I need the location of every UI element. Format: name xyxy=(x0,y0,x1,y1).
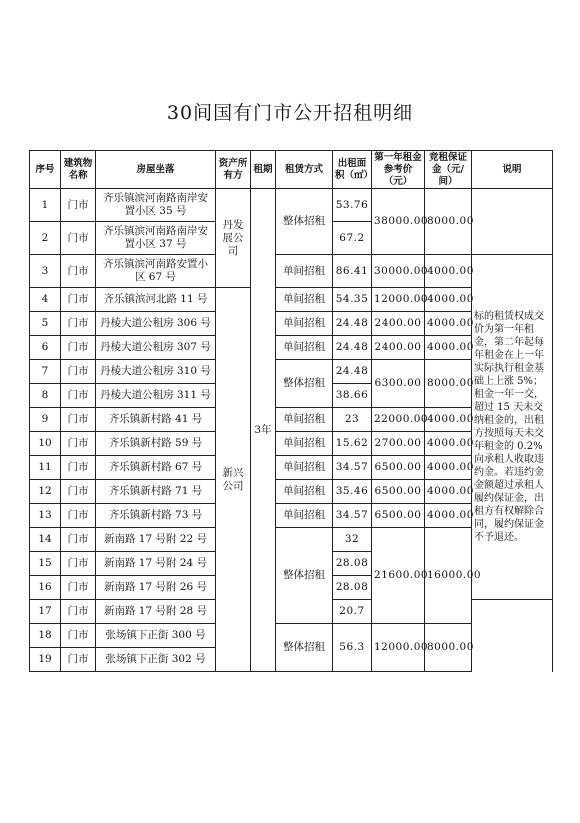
cell-note: 标的租赁权成交价为第一年租金，第二年起每年租金在上一年实际执行租金基础上上涨 5%；租金一年一交，超过 15 天未交纳租金的，出租方按照每天未交年租金的 0.2%向承租人收取违约金。若违约金金额超过承租人履约保证金，出租方有权解除合同，履约保证金不予退还。 xyxy=(472,255,553,600)
cell-addr: 新南路 17 号附 28 号 xyxy=(96,600,216,624)
cell-rent: 21600.00 xyxy=(372,528,425,624)
cell-area: 54.35 xyxy=(333,288,372,312)
cell-no: 14 xyxy=(30,528,61,552)
header-addr: 房屋坐落 xyxy=(96,151,216,189)
cell-area: 53.76 xyxy=(333,189,372,222)
cell-no: 5 xyxy=(30,312,61,336)
cell-addr: 齐乐镇滨河南路安置小区 67 号 xyxy=(96,255,216,288)
cell-rent: 6300.00 xyxy=(372,360,425,408)
cell-area: 28.08 xyxy=(333,552,372,576)
cell-deposit: 8000.00 xyxy=(425,624,472,672)
header-term: 租期 xyxy=(251,151,276,189)
cell-type: 门市 xyxy=(61,408,96,432)
rental-table xyxy=(29,150,553,672)
cell-addr: 丹棱大道公租房 307 号 xyxy=(96,336,216,360)
cell-type: 门市 xyxy=(61,255,96,288)
cell-type: 门市 xyxy=(61,312,96,336)
cell-deposit: 4000.00 xyxy=(425,336,472,360)
cell-type: 门市 xyxy=(61,360,96,384)
cell-deposit: 4000.00 xyxy=(425,288,472,312)
page-title: 30间国有门市公开招租明细 xyxy=(166,102,414,124)
cell-no: 2 xyxy=(30,222,61,255)
cell-addr: 齐乐镇新村路 71 号 xyxy=(96,480,216,504)
cell-mode: 整体招租 xyxy=(276,189,333,255)
cell-no: 18 xyxy=(30,624,61,648)
cell-type: 门市 xyxy=(61,456,96,480)
cell-note-blank xyxy=(472,189,553,255)
cell-rent: 38000.00 xyxy=(372,189,425,255)
table-row xyxy=(30,255,553,288)
cell-no: 7 xyxy=(30,360,61,384)
cell-deposit: 4000.00 xyxy=(425,432,472,456)
cell-rent: 6500.00 xyxy=(372,456,425,480)
cell-area: 15.62 xyxy=(333,432,372,456)
cell-type: 门市 xyxy=(61,288,96,312)
header-note: 说明 xyxy=(472,151,553,189)
cell-addr: 丹棱大道公租房 311 号 xyxy=(96,384,216,408)
header-area: 出租面积（㎡） xyxy=(333,151,372,189)
cell-addr: 齐乐镇新村路 67 号 xyxy=(96,456,216,480)
header-deposit: 竞租保证金（元/间） xyxy=(425,151,472,189)
cell-area: 34.57 xyxy=(333,456,372,480)
cell-deposit: 4000.00 xyxy=(425,312,472,336)
cell-area: 86.41 xyxy=(333,255,372,288)
cell-owner: 新兴公司 xyxy=(216,288,251,672)
cell-mode: 整体招租 xyxy=(276,360,333,408)
cell-owner: 丹发展公司 xyxy=(216,189,251,288)
cell-area: 67.2 xyxy=(333,222,372,255)
cell-no: 16 xyxy=(30,576,61,600)
cell-addr: 张场镇下正街 300 号 xyxy=(96,624,216,648)
cell-rent: 2700.00 xyxy=(372,432,425,456)
cell-area: 35.46 xyxy=(333,480,372,504)
cell-rent: 2400.00 xyxy=(372,312,425,336)
header-no: 序号 xyxy=(30,151,61,189)
cell-no: 11 xyxy=(30,456,61,480)
cell-deposit: 4000.00 xyxy=(425,504,472,528)
cell-deposit: 4000.00 xyxy=(425,408,472,432)
cell-mode: 单间招租 xyxy=(276,408,333,432)
cell-addr: 齐乐镇新村路 59 号 xyxy=(96,432,216,456)
cell-area: 23 xyxy=(333,408,372,432)
cell-mode: 单间招租 xyxy=(276,504,333,528)
cell-deposit: 16000.00 xyxy=(425,528,472,624)
cell-no: 10 xyxy=(30,432,61,456)
cell-addr: 齐乐镇新村路 73 号 xyxy=(96,504,216,528)
cell-no: 12 xyxy=(30,480,61,504)
cell-no: 8 xyxy=(30,384,61,408)
cell-type: 门市 xyxy=(61,222,96,255)
cell-mode: 单间招租 xyxy=(276,432,333,456)
cell-type: 门市 xyxy=(61,504,96,528)
cell-rent: 12000.00 xyxy=(372,624,425,672)
cell-area: 34.57 xyxy=(333,504,372,528)
table-row xyxy=(30,189,553,222)
cell-no: 1 xyxy=(30,189,61,222)
cell-deposit: 4000.00 xyxy=(425,456,472,480)
cell-area: 24.48 xyxy=(333,360,372,384)
cell-mode: 单间招租 xyxy=(276,336,333,360)
cell-no: 19 xyxy=(30,648,61,672)
cell-type: 门市 xyxy=(61,384,96,408)
table-row xyxy=(30,624,553,648)
cell-area: 32 xyxy=(333,528,372,552)
cell-addr: 新南路 17 号附 26 号 xyxy=(96,576,216,600)
cell-addr: 齐乐镇滨河南路南岸安置小区 35 号 xyxy=(96,189,216,222)
cell-type: 门市 xyxy=(61,552,96,576)
table-header xyxy=(30,151,553,189)
cell-type: 门市 xyxy=(61,624,96,648)
cell-no: 15 xyxy=(30,552,61,576)
cell-rent: 2400.00 xyxy=(372,336,425,360)
cell-no: 9 xyxy=(30,408,61,432)
cell-type: 门市 xyxy=(61,432,96,456)
cell-rent: 12000.00 xyxy=(372,288,425,312)
cell-mode: 整体招租 xyxy=(276,624,333,672)
header-rent: 第一年租金参考价（元） xyxy=(372,151,425,189)
cell-addr: 新南路 17 号附 22 号 xyxy=(96,528,216,552)
cell-term: 3年 xyxy=(251,189,276,672)
cell-mode: 单间招租 xyxy=(276,255,333,288)
cell-type: 门市 xyxy=(61,528,96,552)
cell-addr: 齐乐镇滨河南路南岸安置小区 37 号 xyxy=(96,222,216,255)
cell-mode: 整体招租 xyxy=(276,528,333,624)
cell-addr: 丹棱大道公租房 306 号 xyxy=(96,312,216,336)
cell-area: 56.3 xyxy=(333,624,372,672)
cell-no: 4 xyxy=(30,288,61,312)
cell-rent: 30000.00 xyxy=(372,255,425,288)
header-mode: 租赁方式 xyxy=(276,151,333,189)
cell-deposit: 4000.00 xyxy=(425,255,472,288)
cell-no: 6 xyxy=(30,336,61,360)
cell-addr: 丹棱大道公租房 310 号 xyxy=(96,360,216,384)
cell-area: 24.48 xyxy=(333,312,372,336)
header-owner: 资产所有方 xyxy=(216,151,251,189)
cell-area: 28.08 xyxy=(333,576,372,600)
cell-addr: 齐乐镇新村路 41 号 xyxy=(96,408,216,432)
cell-addr: 新南路 17 号附 24 号 xyxy=(96,552,216,576)
cell-area: 24.48 xyxy=(333,336,372,360)
cell-mode: 单间招租 xyxy=(276,288,333,312)
cell-type: 门市 xyxy=(61,336,96,360)
cell-addr: 齐乐镇滨河北路 11 号 xyxy=(96,288,216,312)
cell-area: 20.7 xyxy=(333,600,372,624)
cell-no: 13 xyxy=(30,504,61,528)
cell-type: 门市 xyxy=(61,189,96,222)
cell-type: 门市 xyxy=(61,648,96,672)
cell-area: 38.66 xyxy=(333,384,372,408)
cell-rent: 6500.00 xyxy=(372,480,425,504)
cell-mode: 单间招租 xyxy=(276,312,333,336)
cell-deposit: 8000.00 xyxy=(425,189,472,255)
cell-deposit: 4000.00 xyxy=(425,480,472,504)
cell-no: 3 xyxy=(30,255,61,288)
cell-type: 门市 xyxy=(61,480,96,504)
cell-mode: 单间招租 xyxy=(276,456,333,480)
cell-mode: 单间招租 xyxy=(276,480,333,504)
cell-type: 门市 xyxy=(61,600,96,624)
header-type: 建筑物名称 xyxy=(61,151,96,189)
cell-rent: 22000.00 xyxy=(372,408,425,432)
cell-rent: 6500.00 xyxy=(372,504,425,528)
cell-type: 门市 xyxy=(61,576,96,600)
cell-no: 17 xyxy=(30,600,61,624)
cell-addr: 张场镇下正街 302 号 xyxy=(96,648,216,672)
cell-deposit: 8000.00 xyxy=(425,360,472,408)
